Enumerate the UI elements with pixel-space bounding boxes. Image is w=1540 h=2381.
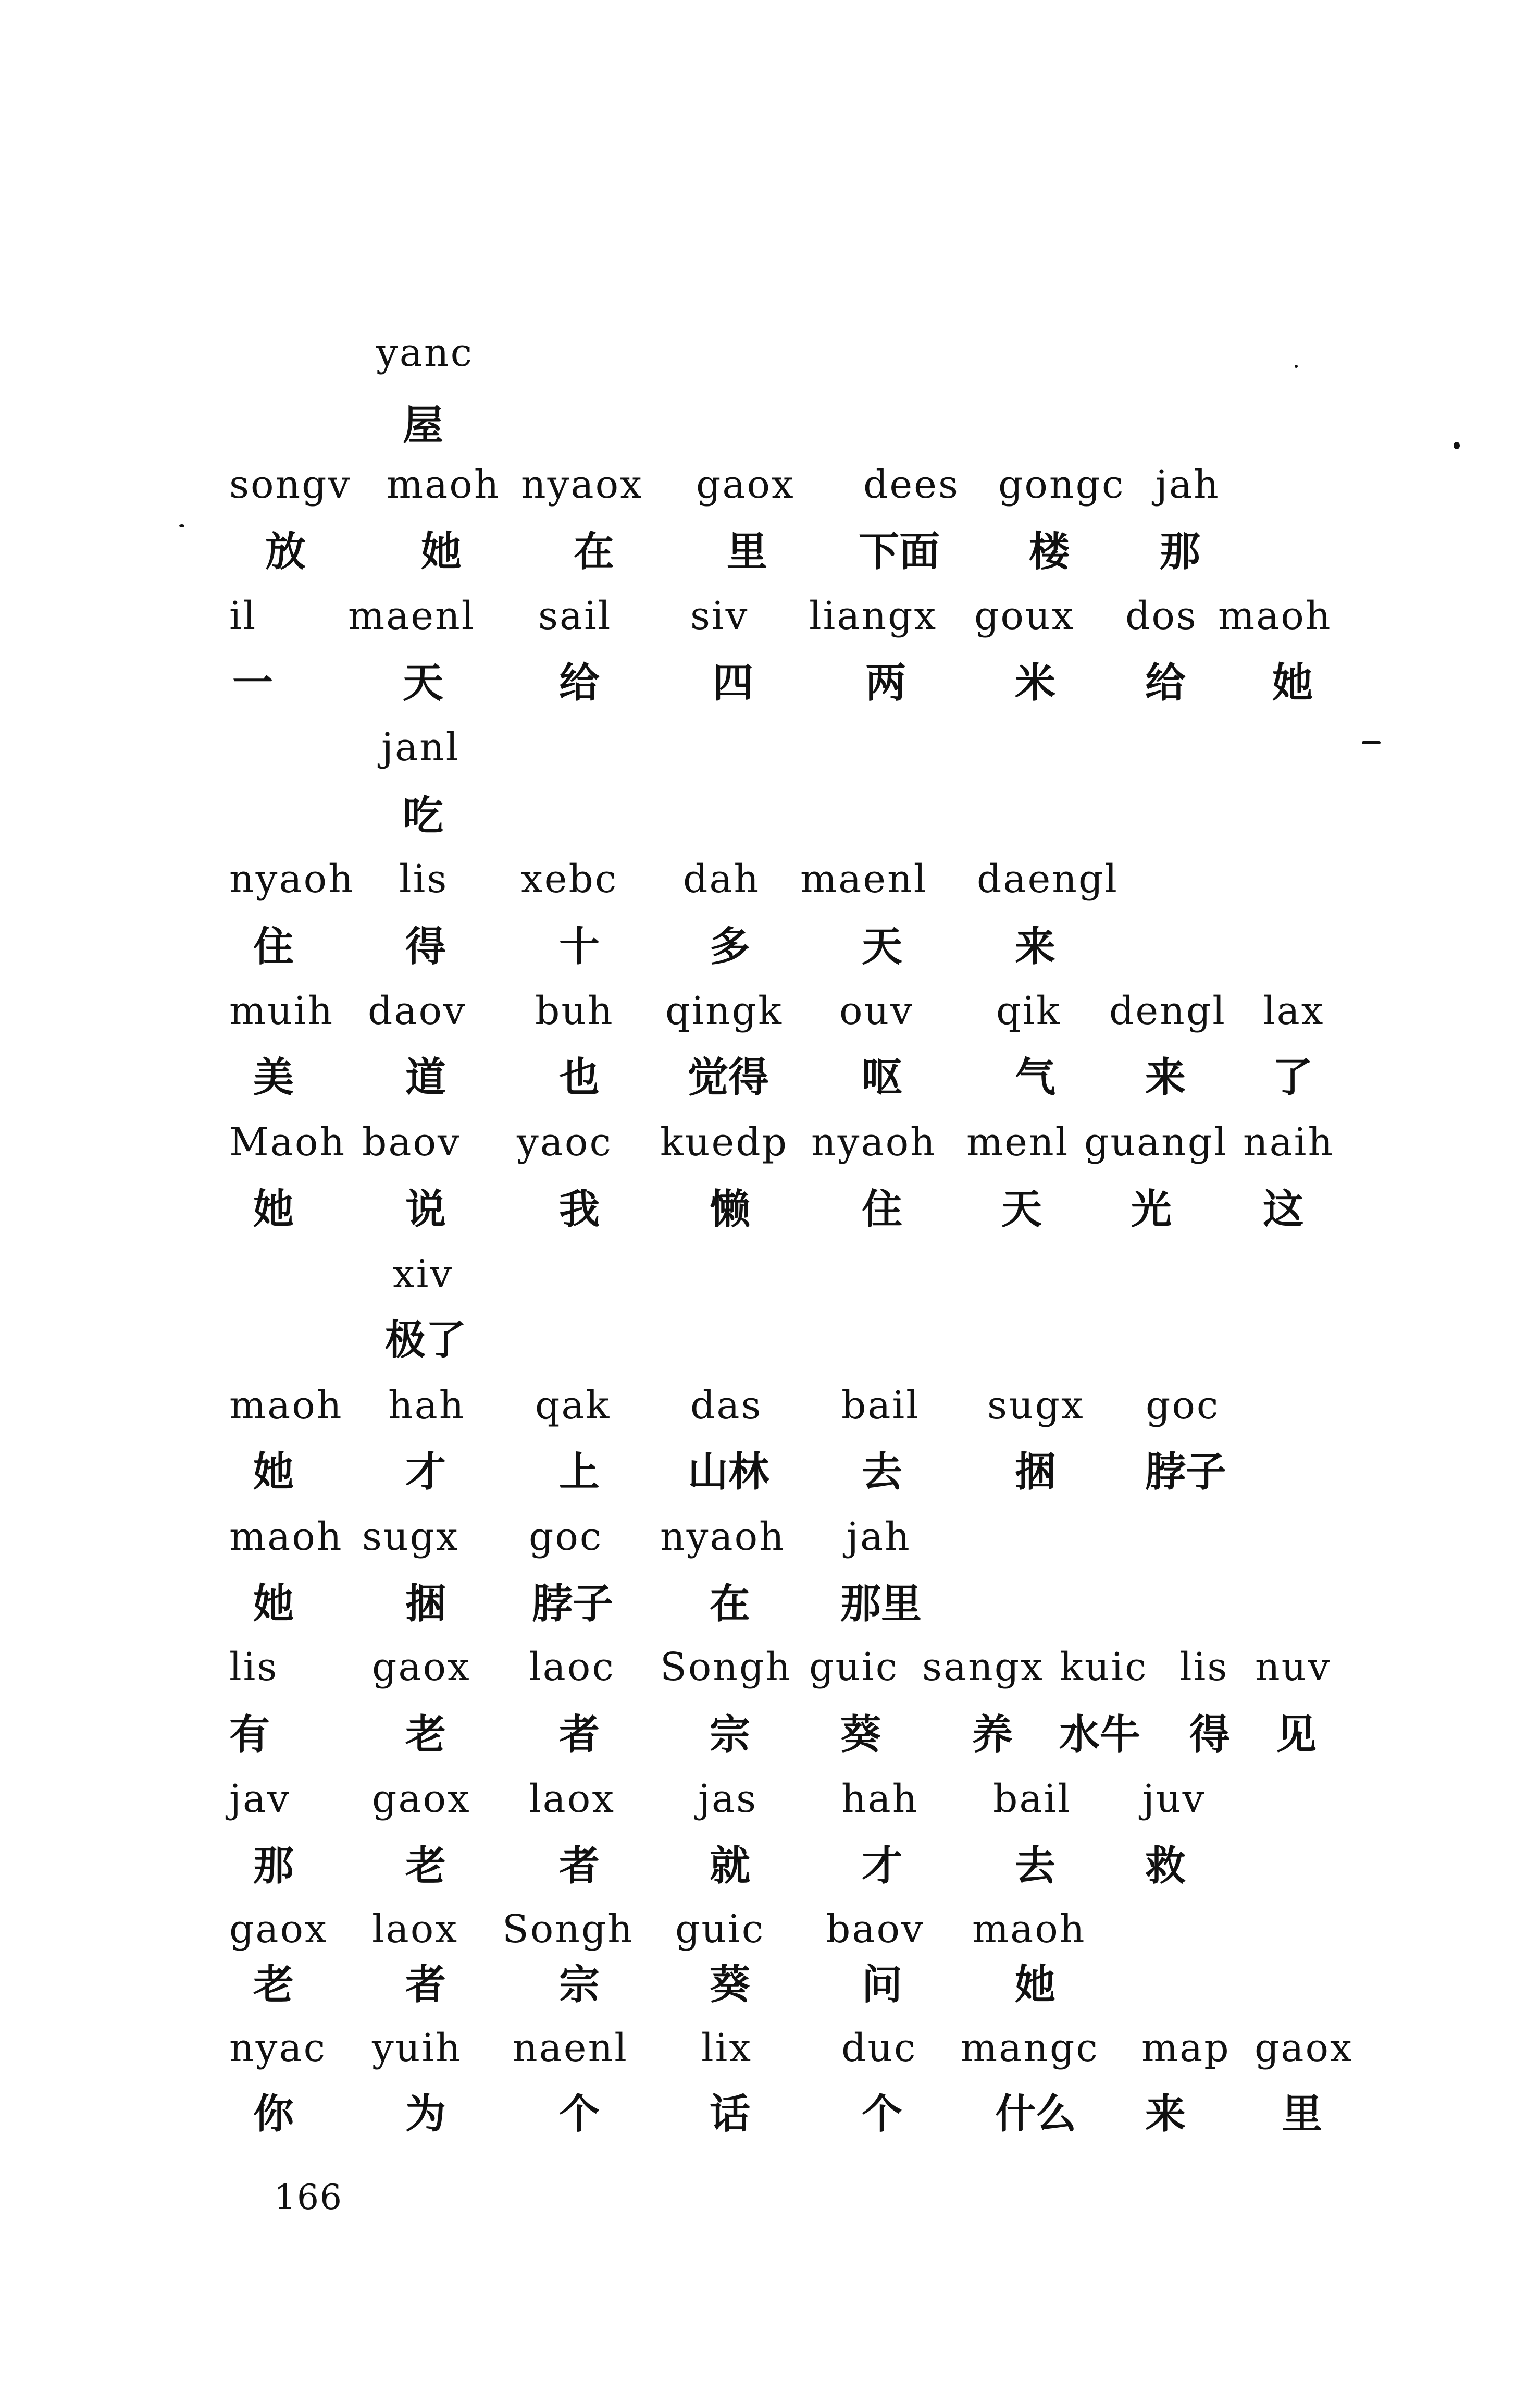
- gloss-word: 天: [403, 660, 444, 707]
- word: kuic: [1060, 1645, 1148, 1689]
- word: maoh: [1218, 594, 1332, 638]
- word: xiv: [393, 1252, 454, 1297]
- word: guangl: [1084, 1120, 1228, 1165]
- gloss-word: 四: [713, 660, 754, 707]
- word: liangx: [809, 594, 938, 638]
- gloss-word: 救: [1145, 1843, 1186, 1890]
- gloss-line: [0, 528, 1540, 594]
- gloss-line: [0, 1961, 1540, 2027]
- gloss-word: 山林: [688, 1449, 769, 1496]
- word: sugx: [362, 1514, 459, 1559]
- word: nyaox: [521, 462, 643, 507]
- gloss-word: 一: [232, 660, 274, 707]
- word: buh: [535, 989, 614, 1033]
- gloss-word: 她: [1272, 660, 1313, 707]
- gloss-word: 极了: [385, 1317, 467, 1364]
- gloss-word: 她: [253, 1186, 294, 1233]
- word: lis: [1179, 1645, 1229, 1689]
- gloss-word: 住: [862, 1186, 903, 1233]
- gloss-line: [0, 923, 1540, 989]
- romanized-line: [0, 1252, 1540, 1317]
- gloss-word: 葵: [710, 1961, 751, 2008]
- gloss-word: 天: [862, 923, 903, 970]
- romanized-line: [0, 1383, 1540, 1449]
- word: sail: [538, 594, 612, 638]
- gloss-word: 才: [405, 1449, 446, 1496]
- gloss-word: 给: [559, 660, 600, 707]
- word: il: [229, 594, 257, 638]
- word: laoc: [529, 1645, 615, 1689]
- gloss-word: 两: [865, 660, 906, 707]
- gloss-word: 上: [559, 1449, 600, 1496]
- word: guic: [675, 1907, 765, 1952]
- word: gongc: [998, 462, 1125, 507]
- word: daov: [368, 989, 467, 1033]
- romanized-line: [0, 1777, 1540, 1842]
- gloss-word: 米: [1015, 660, 1056, 707]
- word: jah: [847, 1514, 911, 1559]
- word: Songh: [502, 1907, 634, 1952]
- gloss-word: 给: [1145, 660, 1186, 707]
- word: gaox: [372, 1645, 471, 1689]
- gloss-word: 者: [405, 1961, 446, 2008]
- gloss-line: [0, 2091, 1540, 2156]
- romanized-line: [0, 330, 1540, 396]
- romanized-line: [0, 857, 1540, 922]
- romanized-line: [0, 1120, 1540, 1186]
- gloss-word: 放: [265, 528, 306, 575]
- gloss-word: 这: [1263, 1186, 1304, 1233]
- gloss-word: 里: [1282, 2091, 1323, 2138]
- gloss-word: 呕: [862, 1054, 903, 1101]
- gloss-line: [0, 1054, 1540, 1120]
- word: map: [1141, 2026, 1231, 2070]
- romanized-line: [0, 1907, 1540, 1972]
- word: qak: [535, 1383, 611, 1428]
- word: das: [690, 1383, 763, 1428]
- word: maenl: [800, 857, 928, 902]
- romanized-line: [0, 594, 1540, 659]
- gloss-word: 来: [1145, 1054, 1186, 1101]
- word: hah: [841, 1777, 919, 1821]
- word: yaoc: [517, 1120, 613, 1165]
- word: lax: [1263, 989, 1325, 1033]
- gloss-word: 多: [710, 923, 751, 970]
- word: nyaoh: [811, 1120, 937, 1165]
- word: kuedp: [660, 1120, 789, 1165]
- gloss-word: 话: [710, 2091, 751, 2138]
- word: dos: [1125, 594, 1198, 638]
- word: siv: [690, 594, 749, 638]
- gloss-line: [0, 1317, 1540, 1383]
- word: goc: [529, 1514, 603, 1559]
- scan-speck: [179, 524, 184, 527]
- gloss-word: 见: [1276, 1711, 1317, 1758]
- gloss-word: 屋: [403, 402, 444, 449]
- gloss-word: 住: [253, 923, 294, 970]
- gloss-word: 才: [862, 1843, 903, 1890]
- word: laox: [372, 1907, 459, 1952]
- word: janl: [381, 725, 460, 770]
- word: yanc: [376, 330, 474, 375]
- word: lix: [701, 2026, 753, 2070]
- page-number: 166: [274, 2177, 343, 2217]
- word: duc: [841, 2026, 917, 2070]
- gloss-word: 有: [229, 1711, 270, 1758]
- word: jah: [1156, 462, 1220, 507]
- gloss-word: 去: [862, 1449, 903, 1496]
- word: muih: [229, 989, 334, 1033]
- gloss-word: 老: [253, 1961, 294, 2008]
- word: dees: [863, 462, 960, 507]
- gloss-word: 道: [405, 1054, 446, 1101]
- gloss-word: 来: [1145, 2091, 1186, 2138]
- gloss-word: 宗: [559, 1961, 600, 2008]
- romanized-line: [0, 725, 1540, 791]
- word: nuv: [1255, 1645, 1332, 1689]
- romanized-line: [0, 462, 1540, 528]
- gloss-word: 问: [862, 1961, 903, 2008]
- word: nyaoh: [229, 857, 355, 902]
- word: dah: [683, 857, 761, 902]
- gloss-word: 那: [1160, 528, 1201, 575]
- gloss-word: 得: [1189, 1711, 1231, 1758]
- word: jav: [229, 1777, 291, 1821]
- gloss-word: 她: [1015, 1961, 1056, 2008]
- gloss-word: 里: [727, 528, 768, 575]
- word: bail: [841, 1383, 920, 1428]
- word: baov: [362, 1120, 461, 1165]
- gloss-word: 水牛: [1059, 1711, 1141, 1758]
- gloss-word: 什么: [995, 2091, 1077, 2138]
- gloss-line: [0, 402, 1540, 468]
- gloss-word: 楼: [1029, 528, 1070, 575]
- word: xebc: [521, 857, 618, 902]
- gloss-word: 脖子: [532, 1581, 614, 1627]
- gloss-line: [0, 1449, 1540, 1514]
- word: ouv: [839, 989, 914, 1033]
- romanized-line: [0, 1514, 1540, 1580]
- word: bail: [993, 1777, 1072, 1821]
- word: qingk: [665, 989, 783, 1033]
- word: songv: [229, 462, 352, 507]
- word: hah: [388, 1383, 466, 1428]
- gloss-word: 得: [405, 923, 446, 970]
- romanized-line: [0, 1645, 1540, 1710]
- gloss-word: 那里: [840, 1581, 922, 1627]
- gloss-word: 美: [253, 1054, 294, 1101]
- gloss-line: [0, 1711, 1540, 1777]
- gloss-word: 光: [1131, 1186, 1172, 1233]
- word: baov: [826, 1907, 925, 1952]
- gloss-word: 葵: [840, 1711, 881, 1758]
- word: sugx: [987, 1383, 1085, 1428]
- scan-speck: [1362, 741, 1381, 744]
- word: goc: [1146, 1383, 1220, 1428]
- word: sangx: [922, 1645, 1044, 1689]
- gloss-word: 了: [1272, 1054, 1313, 1101]
- gloss-line: [0, 1581, 1540, 1646]
- gloss-word: 在: [710, 1581, 751, 1627]
- word: dengl: [1109, 989, 1226, 1033]
- word: daengl: [977, 857, 1119, 902]
- gloss-word: 那: [253, 1843, 294, 1890]
- word: gaox: [229, 1907, 328, 1952]
- gloss-word: 她: [253, 1581, 294, 1627]
- gloss-word: 十: [559, 923, 600, 970]
- word: gaox: [696, 462, 795, 507]
- gloss-word: 她: [253, 1449, 294, 1496]
- word: lis: [399, 857, 449, 902]
- word: jas: [698, 1777, 758, 1821]
- word: lis: [229, 1645, 279, 1689]
- word: naih: [1243, 1120, 1335, 1165]
- word: laox: [529, 1777, 616, 1821]
- gloss-word: 去: [1015, 1843, 1056, 1890]
- scan-speck: [1295, 365, 1298, 368]
- word: guic: [809, 1645, 899, 1689]
- word: Maoh: [229, 1120, 346, 1165]
- word: juv: [1142, 1777, 1206, 1821]
- gloss-word: 捆: [1015, 1449, 1056, 1496]
- gloss-word: 为: [405, 2091, 446, 2138]
- gloss-word: 就: [710, 1843, 751, 1890]
- gloss-word: 天: [1001, 1186, 1042, 1233]
- word: maoh: [229, 1514, 343, 1559]
- gloss-word: 下面: [859, 528, 940, 575]
- gloss-word: 在: [574, 528, 615, 575]
- word: goux: [974, 594, 1075, 638]
- gloss-word: 养: [972, 1711, 1013, 1758]
- gloss-line: [0, 1843, 1540, 1908]
- gloss-word: 老: [405, 1711, 446, 1758]
- word: Songh: [660, 1645, 792, 1689]
- romanized-line: [0, 989, 1540, 1054]
- gloss-word: 说: [405, 1186, 446, 1233]
- word: menl: [966, 1120, 1070, 1165]
- gloss-word: 她: [421, 528, 462, 575]
- word: maoh: [972, 1907, 1086, 1952]
- word: maoh: [229, 1383, 343, 1428]
- word: yuih: [372, 2026, 462, 2070]
- gloss-word: 者: [559, 1711, 600, 1758]
- word: gaox: [1255, 2026, 1353, 2070]
- gloss-word: 老: [405, 1843, 446, 1890]
- gloss-word: 懒: [710, 1186, 751, 1233]
- word: naenl: [513, 2026, 628, 2070]
- gloss-line: [0, 793, 1540, 858]
- word: maenl: [348, 594, 476, 638]
- gloss-word: 个: [559, 2091, 600, 2138]
- word: nyac: [229, 2026, 327, 2070]
- word: qik: [996, 989, 1061, 1033]
- gloss-word: 宗: [710, 1711, 751, 1758]
- word: maoh: [387, 462, 501, 507]
- word: mangc: [961, 2026, 1099, 2070]
- gloss-word: 来: [1015, 923, 1056, 970]
- scan-speck: [1454, 442, 1460, 449]
- gloss-line: [0, 1186, 1540, 1252]
- word: nyaoh: [660, 1514, 786, 1559]
- gloss-word: 气: [1015, 1054, 1056, 1101]
- gloss-line: [0, 660, 1540, 725]
- gloss-word: 捆: [405, 1581, 446, 1627]
- gloss-word: 脖子: [1145, 1449, 1227, 1496]
- gloss-word: 吃: [403, 793, 444, 840]
- gloss-word: 者: [559, 1843, 600, 1890]
- gloss-word: 也: [559, 1054, 600, 1101]
- gloss-word: 我: [559, 1186, 600, 1233]
- gloss-word: 觉得: [688, 1054, 769, 1101]
- word: gaox: [372, 1777, 471, 1821]
- romanized-line: [0, 2026, 1540, 2091]
- gloss-word: 个: [862, 2091, 903, 2138]
- gloss-word: 你: [253, 2091, 294, 2138]
